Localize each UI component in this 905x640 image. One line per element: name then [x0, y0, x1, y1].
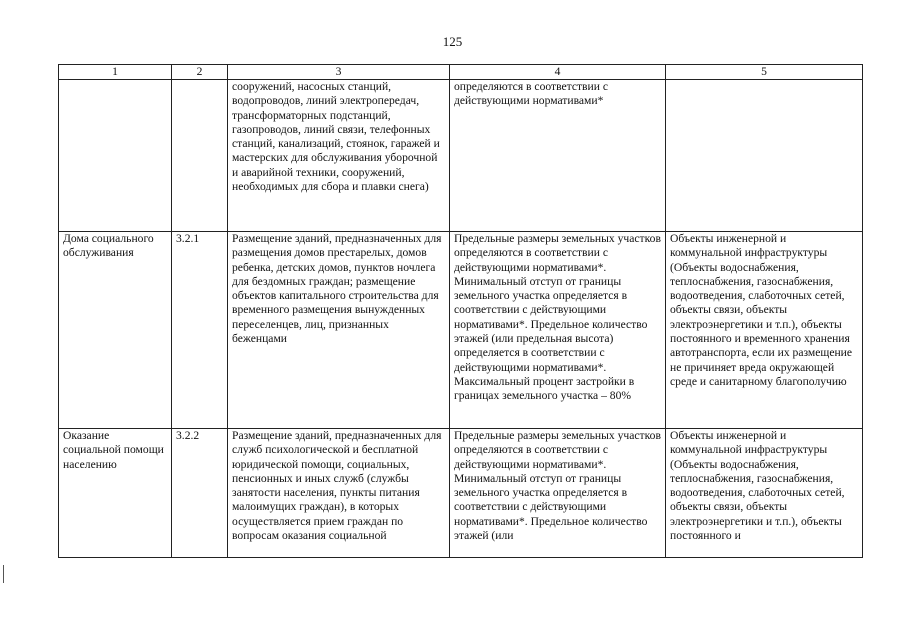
use-code-text: 3.2.2: [176, 429, 200, 442]
header-col-4: 4: [450, 65, 666, 80]
auxiliary-cell: [666, 80, 863, 232]
use-name-cell: [59, 429, 172, 558]
table-row: [59, 232, 863, 429]
parameters-text: определяются в соответствии с действующими нормативами*: [454, 80, 608, 108]
header-col-2: 2: [172, 65, 228, 80]
use-code-text: 3.2.1: [176, 232, 200, 245]
auxiliary-cell: [666, 232, 863, 429]
auxiliary-text: Объекты инженерной и коммунальной инфраструктуры (Объекты водоснабжения, теплоснабжения, газоснабжения, водоотведения, слаботочных сетей, объекты связи, объекты электроэнергетики и т.п.), объекты постоянного и: [670, 429, 845, 543]
parameters-cell: [450, 232, 666, 429]
use-code-cell: [172, 80, 228, 232]
page-number: 125: [442, 34, 463, 49]
description-text: сооружений, насосных станций, водопроводов, линий электропередач, трансформаторных подстанций, газопроводов, линий связи, телефонных станций, канализаций, стоянок, гаражей и мастерских для обслуживания уборочной и аварийной техники, сооружений, необходимых для сбора и плавки снега): [232, 80, 440, 194]
use-name-cell: [59, 232, 172, 429]
use-code-cell: [172, 429, 228, 558]
use-code-cell: [172, 232, 228, 429]
use-name-text: Дома социального обслуживания: [63, 232, 154, 260]
auxiliary-text: Объекты инженерной и коммунальной инфраструктуры (Объекты водоснабжения, теплоснабжения, газоснабжения, водоотведения, слаботочных сетей, объекты связи, объекты электроэнергетики и т.п.), объекты постоянного и временного хранения автотранспорта, если их размещение не причиняет вреда окружающей среде и санитарному благополучию: [670, 232, 853, 388]
land-use-table: [58, 64, 863, 558]
margin-mark: [3, 565, 8, 583]
header-col-3: 3: [228, 65, 450, 80]
parameters-text: Предельные размеры земельных участков определяются в соответствии с действующими нормативами*. Минимальный отступ от границы земельного участка определяется в соответствии с действующими нормативами*. Предельное количество этажей (или: [454, 429, 661, 543]
description-text: Размещение зданий, предназначенных для размещения домов престарелых, домов ребенка, детских домов, пунктов ночлега для бездомных граждан; размещение объектов капитального строительства для временного размещения вынужденных переселенцев, лиц, признанных беженцами: [232, 232, 442, 346]
header-col-1: 1: [59, 65, 172, 80]
use-name-text: Оказание социальной помощи населению: [63, 429, 164, 471]
use-name-cell: [59, 80, 172, 232]
description-cell: [228, 429, 450, 558]
header-col-5: 5: [666, 65, 863, 80]
table-row: [59, 80, 863, 232]
table-row: [59, 429, 863, 558]
header-row: [59, 65, 863, 80]
parameters-cell: [450, 80, 666, 232]
auxiliary-cell: [666, 429, 863, 558]
parameters-text: Предельные размеры земельных участков определяются в соответствии с действующими нормативами*. Минимальный отступ от границы земельного участка определяется в соответствии с действующими нормативами*. Предельное количество этажей (или предельная высота) определяется в соответствии с действующими нормативами*. Максимальный процент застройки в границах земельного участка – 80%: [454, 232, 661, 403]
description-text: Размещение зданий, предназначенных для служб психологической и бесплатной юридической помощи, социальных, пенсионных и иных служб (службы занятости населения, пункты питания малоимущих граждан), в которых осуществляется прием граждан по вопросам оказания социальной: [232, 429, 442, 543]
description-cell: [228, 80, 450, 232]
parameters-cell: [450, 429, 666, 558]
description-cell: [228, 232, 450, 429]
